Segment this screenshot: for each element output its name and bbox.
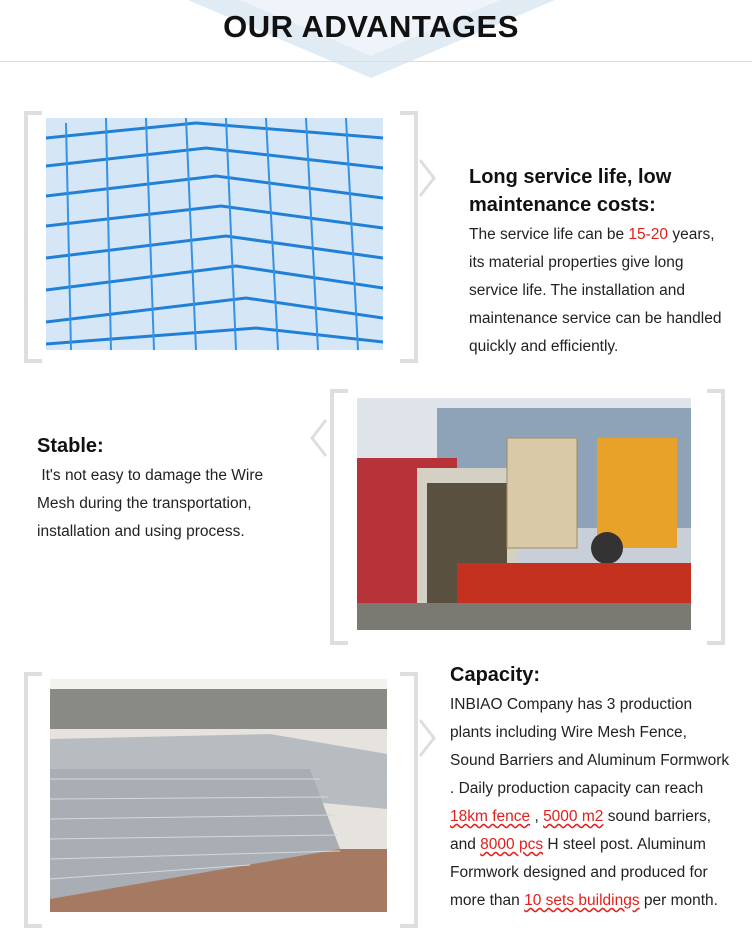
page-title: OUR ADVANTAGES	[223, 9, 519, 44]
blue-mesh-panels-photo	[46, 118, 383, 350]
image-frame-left-bracket	[24, 672, 42, 928]
capacity-heading: Capacity:	[450, 664, 541, 686]
fence-capacity-highlight: 18km fence	[450, 808, 531, 825]
post-capacity-highlight: 8000 pcs	[480, 836, 544, 853]
image-frame-left-bracket	[24, 111, 42, 363]
stable-text: It's not easy to damage the Wire Mesh during the transportation, installation and using process.	[37, 467, 268, 540]
service-life-heading: Long service life, low maintenance costs:	[469, 166, 672, 216]
chevron-right-icon	[416, 716, 440, 760]
barrier-capacity-highlight: 5000 m2	[543, 808, 604, 825]
service-years-highlight: 15-20	[628, 226, 669, 243]
capacity-section	[450, 661, 735, 915]
chevron-right-icon	[416, 156, 440, 200]
forklift-loading-container-photo	[357, 398, 691, 630]
page-header	[0, 0, 752, 80]
stable-heading: Stable:	[37, 435, 104, 457]
image-frame-left-bracket	[330, 389, 348, 645]
header-divider	[0, 61, 752, 62]
image-frame-right-bracket	[707, 389, 725, 645]
service-life-text: The service life can be 15-20 years, its material properties give long service life. The installation and maintenance service can be handled quickly and efficiently.	[469, 226, 722, 355]
buildings-capacity-highlight: 10 sets buildings	[524, 892, 640, 909]
stable-section	[37, 432, 297, 546]
chevron-left-icon	[306, 416, 330, 460]
capacity-text: INBIAO Company has 3 production plants including Wire Mesh Fence, Sound Barriers and Aluminum Formwork . Daily production capacity can reach 18km fence , 5000 m2 sound barriers, and 8000 pcs H steel post. Aluminum Formwork designed and produced for more than 10 sets buildings per month.	[450, 696, 730, 909]
image-frame-right-bracket	[400, 111, 418, 363]
service-life-section	[469, 163, 731, 361]
image-frame-right-bracket	[400, 672, 418, 928]
galvanized-mesh-stacks-photo	[50, 679, 387, 912]
